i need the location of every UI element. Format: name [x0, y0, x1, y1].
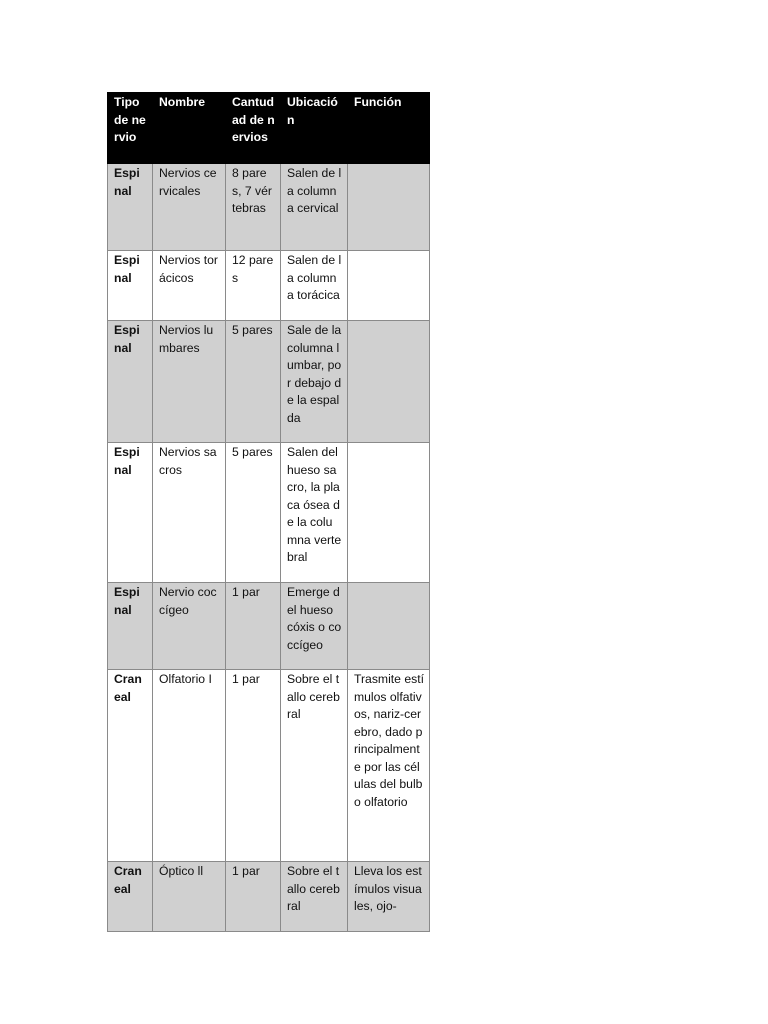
- cell-nombre: Nervios lumbares: [153, 321, 226, 443]
- cell-ubicacion: Sobre el tallo cerebral: [281, 670, 348, 862]
- cell-cantidad: 8 pares, 7 vértebras: [226, 164, 281, 251]
- cell-nombre: Nervio coccígeo: [153, 583, 226, 670]
- nerves-table: [107, 92, 430, 932]
- cell-nombre: Nervios cervicales: [153, 164, 226, 251]
- cell-ubicacion: Emerge del hueso cóxis o coccígeo: [281, 583, 348, 670]
- table-row: [108, 164, 430, 251]
- cell-tipo: Espinal: [108, 583, 153, 670]
- table-row: [108, 251, 430, 321]
- cell-cantidad: 5 pares: [226, 321, 281, 443]
- table-row: [108, 670, 430, 862]
- cell-funcion: [348, 321, 430, 443]
- cell-tipo: Espinal: [108, 443, 153, 583]
- cell-funcion: [348, 443, 430, 583]
- table-row: [108, 443, 430, 583]
- header-funcion: Función: [348, 93, 430, 164]
- header-cantidad: Cantudad de nervios: [226, 93, 281, 164]
- cell-nombre: Nervios sacros: [153, 443, 226, 583]
- cell-cantidad: 1 par: [226, 670, 281, 862]
- cell-ubicacion: Salen de la columna torácica: [281, 251, 348, 321]
- table-row: [108, 862, 430, 932]
- cell-funcion: Lleva los estímulos visuales, ojo-: [348, 862, 430, 932]
- cell-funcion: [348, 583, 430, 670]
- cell-tipo: Craneal: [108, 670, 153, 862]
- cell-nombre: Óptico ll: [153, 862, 226, 932]
- table-header-row: [108, 93, 430, 164]
- cell-ubicacion: Salen del hueso sacro, la placa ósea de la columna vertebral: [281, 443, 348, 583]
- header-ubicacion: Ubicación: [281, 93, 348, 164]
- cell-funcion: Trasmite estímulos olfativos, nariz-cerebro, dado principalmente por las células del bulbo olfatorio: [348, 670, 430, 862]
- header-nombre: Nombre: [153, 93, 226, 164]
- cell-tipo: Craneal: [108, 862, 153, 932]
- cell-cantidad: 1 par: [226, 583, 281, 670]
- cell-nombre: Nervios torácicos: [153, 251, 226, 321]
- cell-cantidad: 12 pares: [226, 251, 281, 321]
- table-row: [108, 321, 430, 443]
- cell-ubicacion: Sobre el tallo cerebral: [281, 862, 348, 932]
- cell-funcion: [348, 164, 430, 251]
- cell-ubicacion: Salen de la columna cervical: [281, 164, 348, 251]
- cell-tipo: Espinal: [108, 164, 153, 251]
- cell-cantidad: 1 par: [226, 862, 281, 932]
- header-tipo: Tipo de nervio: [108, 93, 153, 164]
- cell-tipo: Espinal: [108, 251, 153, 321]
- cell-nombre: Olfatorio I: [153, 670, 226, 862]
- table-row: [108, 583, 430, 670]
- cell-cantidad: 5 pares: [226, 443, 281, 583]
- cell-funcion: [348, 251, 430, 321]
- cell-ubicacion: Sale de la columna lumbar, por debajo de la espalda: [281, 321, 348, 443]
- cell-tipo: Espinal: [108, 321, 153, 443]
